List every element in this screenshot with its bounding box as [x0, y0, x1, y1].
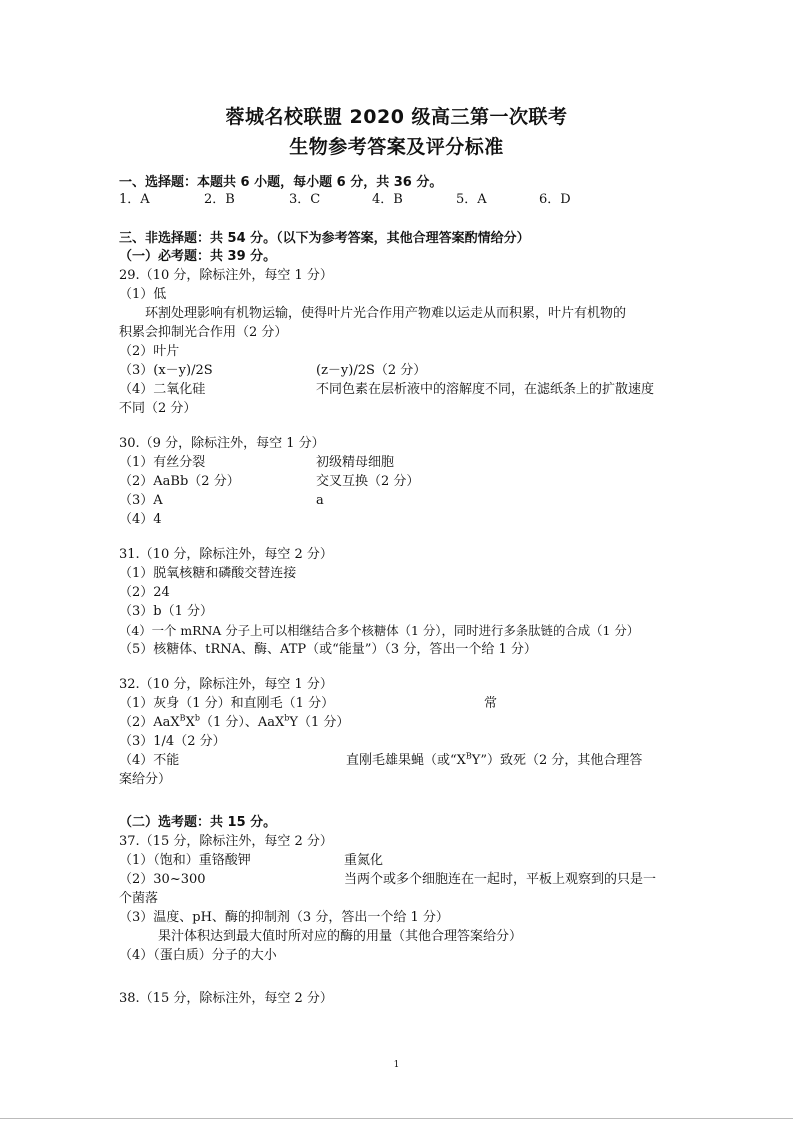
page-bottom-rule [0, 1118, 793, 1119]
q31-heading: 31.（10 分，除标注外，每空 2 分） [119, 547, 333, 562]
mc-answer-3: 3．C [289, 192, 321, 207]
q32-answer-2 [119, 715, 349, 731]
exam-title: 蓉城名校联盟 2020 级高三第一次联考 [225, 106, 568, 128]
q37-answer-2-right: 当两个或多个细胞连在一起时，平板上观察到的只是一 [344, 872, 657, 887]
q29-answer-4-cont: 不同（2 分） [119, 401, 197, 416]
optional-questions-heading: （二）选考题：共 15 分。 [119, 815, 277, 830]
q29-answer-2: （2）叶片 [119, 344, 180, 359]
q30-answer-1-right: 初级精母细胞 [316, 455, 395, 470]
q37-heading: 37.（15 分，除标注外，每空 2 分） [119, 834, 333, 849]
section3-heading: 三、非选择题：共 54 分。（以下为参考答案，其他合理答案酌情给分） [119, 231, 530, 246]
q37-answer-1-right: 重氮化 [344, 853, 384, 868]
mc-answer-5: 5．A [456, 192, 487, 207]
q29-answer-4-left: （4）二氧化硅 [119, 382, 206, 397]
q32-answer-4-left: （4）不能 [119, 753, 180, 768]
q29-answer-1-detail: 环割处理影响有机物运输，使得叶片光合作用产物难以运走从而积累，叶片有机物的 [145, 306, 627, 321]
required-questions-heading: （一）必考题：共 39 分。 [119, 249, 277, 264]
q32-a2-part2: X [185, 715, 195, 730]
q32-a2-part4: Y（1 分） [289, 715, 350, 730]
q32-a2-sup2: b [194, 713, 200, 723]
q31-answer-2: （2）24 [119, 585, 170, 600]
q32-a4-right-part1: 直刚毛雄果蝇（或“X [346, 753, 466, 768]
q32-a2-part1: （2）AaX [119, 715, 180, 730]
mc-answer-1: 1．A [119, 192, 150, 207]
q30-answer-4: （4）4 [119, 512, 162, 527]
q37-answer-1-left: （1）（饱和）重铬酸钾 [119, 853, 251, 868]
q32-a4-right-sup: B [465, 751, 472, 761]
q32-answer-1-left: （1）灰身（1 分）和直刚毛（1 分） [119, 696, 335, 711]
q37-answer-3-detail: 果汁体积达到最大值时所对应的酶的用量（其他合理答案给分） [158, 929, 523, 944]
page-number: 1 [393, 1060, 400, 1070]
q32-answer-4-right [346, 753, 642, 769]
q30-answer-3-left: （3）A [119, 493, 163, 508]
q29-answer-1: （1）低 [119, 287, 167, 302]
q30-answer-1-left: （1）有丝分裂 [119, 455, 206, 470]
q37-answer-2-cont: 个菌落 [119, 891, 159, 906]
q31-answer-3: （3）b（1 分） [119, 604, 213, 619]
answer-key-subtitle: 生物参考答案及评分标准 [289, 136, 504, 158]
q30-answer-2-left: （2）AaBb（2 分） [119, 474, 240, 489]
q32-a2-sup3: b [284, 713, 290, 723]
q29-answer-3-left: （3）(x－y)/2S [119, 363, 213, 378]
q31-answer-5: （5）核糖体、tRNA、酶、ATP（或“能量”）（3 分，答出一个给 1 分） [119, 642, 537, 657]
section1-heading: 一、选择题：本题共 6 小题，每小题 6 分，共 36 分。 [119, 175, 443, 190]
q30-answer-3-right: a [316, 493, 324, 508]
q38-heading: 38.（15 分，除标注外，每空 2 分） [119, 991, 333, 1006]
q30-answer-2-right: 交叉互换（2 分） [316, 474, 420, 489]
q29-answer-3-right: (z－y)/2S（2 分） [316, 363, 427, 378]
q32-a2-part3: （1 分）、AaX [199, 715, 285, 730]
q31-answer-4: （4）一个 mRNA 分子上可以相继结合多个核糖体（1 分），同时进行多条肽链的合成（1 分） [119, 623, 640, 638]
q32-a4-right-part2: Y”）致死（2 分，其他合理答 [471, 753, 643, 768]
q31-answer-1: （1）脱氧核糖和磷酸交替连接 [119, 566, 297, 581]
q37-answer-3: （3）温度、pH、酶的抑制剂（3 分，答出一个给 1 分） [119, 910, 449, 925]
mc-answer-4: 4．B [372, 192, 403, 207]
q32-a2-sup1: B [179, 713, 186, 723]
q32-heading: 32.（10 分，除标注外，每空 1 分） [119, 677, 333, 692]
q37-answer-2-left: （2）30~300 [119, 872, 206, 887]
q32-answer-1-right: 常 [484, 696, 498, 711]
q29-heading: 29.（10 分，除标注外，每空 1 分） [119, 268, 333, 283]
q30-heading: 30.（9 分，除标注外，每空 1 分） [119, 436, 325, 451]
mc-answer-2: 2．B [204, 192, 235, 207]
q37-answer-4: （4）（蛋白质）分子的大小 [119, 948, 277, 963]
q29-answer-4-right: 不同色素在层析液中的溶解度不同，在滤纸条上的扩散速度 [316, 382, 655, 397]
q32-answer-3: （3）1/4（2 分） [119, 734, 226, 749]
q32-answer-4-cont: 案给分） [119, 772, 172, 787]
mc-answer-6: 6．D [539, 192, 571, 207]
q29-answer-1-detail-cont: 积累会抑制光合作用（2 分） [119, 325, 288, 340]
